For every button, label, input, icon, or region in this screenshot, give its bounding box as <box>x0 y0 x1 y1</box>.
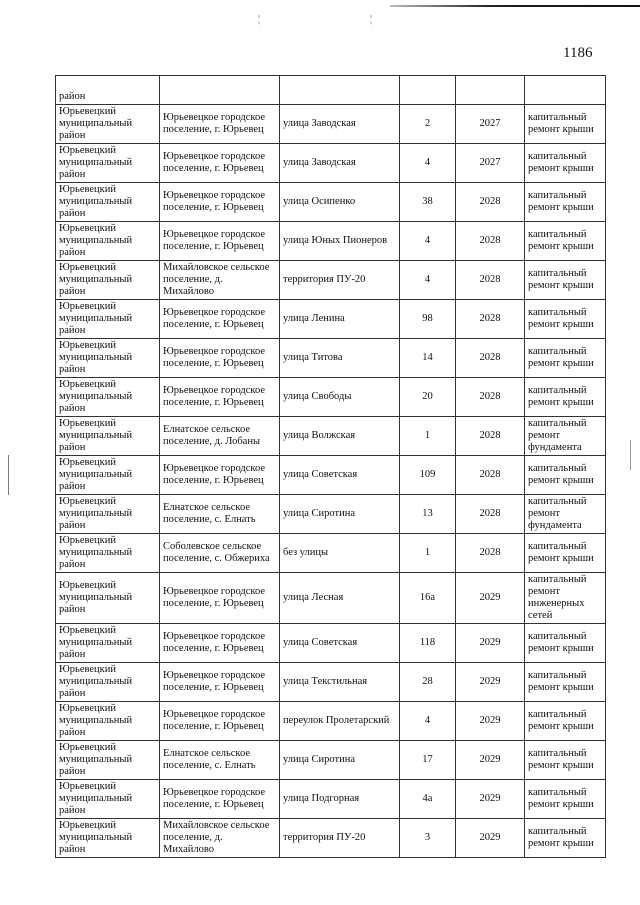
table-row <box>56 183 606 222</box>
cell-house-number: 38 <box>400 183 456 222</box>
cell-work-type: капитальный ремонт крыши <box>525 300 606 339</box>
cell-year: 2028 <box>456 183 525 222</box>
cell-settlement: Юрьевецкое городское поселение, г. Юрьевец <box>160 183 280 222</box>
cell-year: 2029 <box>456 819 525 858</box>
cell-street: без улицы <box>280 534 400 573</box>
cell-work-type: капитальный ремонт крыши <box>525 456 606 495</box>
cell-street: улица Сиротина <box>280 741 400 780</box>
cell-year: 2029 <box>456 741 525 780</box>
cell-house-number: 17 <box>400 741 456 780</box>
cell-district: Юрьевецкий муниципальный район <box>56 741 160 780</box>
cell-district: Юрьевецкий муниципальный район <box>56 183 160 222</box>
cell-year: 2028 <box>456 534 525 573</box>
cell-settlement: Елнатское сельское поселение, с. Елнать <box>160 741 280 780</box>
cell-year: 2028 <box>456 339 525 378</box>
cell-work-type: капитальный ремонт инженерных сетей <box>525 573 606 624</box>
cell-work-type: капитальный ремонт крыши <box>525 819 606 858</box>
cell-year: 2027 <box>456 105 525 144</box>
table-row <box>56 495 606 534</box>
cell-street: улица Сиротина <box>280 495 400 534</box>
cell-work-type: капитальный ремонт крыши <box>525 144 606 183</box>
cell-house-number: 14 <box>400 339 456 378</box>
cell-settlement: Соболевское сельское поселение, с. Обжериха <box>160 534 280 573</box>
cell-work-type: капитальный ремонт крыши <box>525 624 606 663</box>
cell-district: Юрьевецкий муниципальный район <box>56 105 160 144</box>
cell-district: Юрьевецкий муниципальный район <box>56 417 160 456</box>
table-row <box>56 222 606 261</box>
cell-year: 2027 <box>456 144 525 183</box>
cell-house-number: 109 <box>400 456 456 495</box>
cell-district: Юрьевецкий муниципальный район <box>56 144 160 183</box>
page-number: 1186 <box>563 45 593 61</box>
cell-street: улица Титова <box>280 339 400 378</box>
table-row <box>56 624 606 663</box>
cell-work-type: капитальный ремонт крыши <box>525 534 606 573</box>
cell-house-number: 4 <box>400 144 456 183</box>
cell-work-type: капитальный ремонт крыши <box>525 105 606 144</box>
cell-house-number: 1 <box>400 534 456 573</box>
cell-year: 2029 <box>456 624 525 663</box>
cell-empty <box>160 76 280 105</box>
cell-empty <box>525 76 606 105</box>
cell-year: 2028 <box>456 495 525 534</box>
cell-work-type: капитальный ремонт фундамента <box>525 495 606 534</box>
cell-work-type: капитальный ремонт крыши <box>525 741 606 780</box>
cell-settlement: Юрьевецкое городское поселение, г. Юрьевец <box>160 456 280 495</box>
table-row <box>56 819 606 858</box>
table-row <box>56 663 606 702</box>
cell-work-type: капитальный ремонт крыши <box>525 702 606 741</box>
scan-artifact-line <box>390 5 640 7</box>
cell-street: улица Советская <box>280 456 400 495</box>
cell-settlement: Юрьевецкое городское поселение, г. Юрьевец <box>160 222 280 261</box>
table-row <box>56 573 606 624</box>
table-row <box>56 144 606 183</box>
cell-district: Юрьевецкий муниципальный район <box>56 339 160 378</box>
cell-street: улица Ленина <box>280 300 400 339</box>
cell-district: Юрьевецкий муниципальный район <box>56 261 160 300</box>
cell-settlement: Юрьевецкое городское поселение, г. Юрьевец <box>160 624 280 663</box>
cell-house-number: 28 <box>400 663 456 702</box>
cell-empty <box>400 76 456 105</box>
cell-district: Юрьевецкий муниципальный район <box>56 534 160 573</box>
table-row <box>56 702 606 741</box>
cell-street: территория ПУ-20 <box>280 261 400 300</box>
table-row <box>56 300 606 339</box>
cell-street: улица Заводская <box>280 144 400 183</box>
cell-house-number: 4 <box>400 702 456 741</box>
cell-year: 2029 <box>456 702 525 741</box>
cell-work-type: капитальный ремонт крыши <box>525 780 606 819</box>
cell-settlement: Елнатское сельское поселение, с. Елнать <box>160 495 280 534</box>
cell-settlement: Михайловское сельское поселение, д. Михайлово <box>160 261 280 300</box>
cell-year: 2028 <box>456 378 525 417</box>
cell-street: улица Текстильная <box>280 663 400 702</box>
cell-street: переулок Пролетарский <box>280 702 400 741</box>
cell-year: 2028 <box>456 222 525 261</box>
cell-settlement: Юрьевецкое городское поселение, г. Юрьевец <box>160 573 280 624</box>
table-row <box>56 105 606 144</box>
cell-district: Юрьевецкий муниципальный район <box>56 819 160 858</box>
cell-district: Юрьевецкий муниципальный район <box>56 222 160 261</box>
cell-house-number: 118 <box>400 624 456 663</box>
cell-street: улица Осипенко <box>280 183 400 222</box>
cell-settlement: Юрьевецкое городское поселение, г. Юрьевец <box>160 105 280 144</box>
cell-street: улица Юных Пионеров <box>280 222 400 261</box>
cell-district: Юрьевецкий муниципальный район <box>56 456 160 495</box>
cell-district: Юрьевецкий муниципальный район <box>56 300 160 339</box>
table-row <box>56 741 606 780</box>
cell-settlement: Юрьевецкое городское поселение, г. Юрьевец <box>160 339 280 378</box>
cell-house-number: 20 <box>400 378 456 417</box>
cell-work-type: капитальный ремонт крыши <box>525 183 606 222</box>
cell-house-number: 13 <box>400 495 456 534</box>
cell-work-type: капитальный ремонт фундамента <box>525 417 606 456</box>
cell-settlement: Михайловское сельское поселение, д. Михайлово <box>160 819 280 858</box>
cell-year: 2028 <box>456 300 525 339</box>
cell-district: Юрьевецкий муниципальный район <box>56 378 160 417</box>
cell-work-type: капитальный ремонт крыши <box>525 339 606 378</box>
cell-settlement: Юрьевецкое городское поселение, г. Юрьевец <box>160 702 280 741</box>
cell-year: 2028 <box>456 261 525 300</box>
cell-settlement: Юрьевецкое городское поселение, г. Юрьевец <box>160 300 280 339</box>
cell-year: 2029 <box>456 663 525 702</box>
cell-house-number: 4 <box>400 261 456 300</box>
cell-district: район <box>56 76 160 105</box>
scan-artifact-mark <box>8 455 9 495</box>
cell-settlement: Юрьевецкое городское поселение, г. Юрьевец <box>160 780 280 819</box>
scan-artifact-mark: ¦ <box>258 14 261 25</box>
cell-work-type: капитальный ремонт крыши <box>525 378 606 417</box>
cell-district: Юрьевецкий муниципальный район <box>56 702 160 741</box>
table-row <box>56 261 606 300</box>
cell-street: улица Волжская <box>280 417 400 456</box>
table-row <box>56 339 606 378</box>
table-row <box>56 378 606 417</box>
cell-settlement: Юрьевецкое городское поселение, г. Юрьевец <box>160 378 280 417</box>
table-row <box>56 534 606 573</box>
cell-work-type: капитальный ремонт крыши <box>525 222 606 261</box>
cell-empty <box>280 76 400 105</box>
cell-district: Юрьевецкий муниципальный район <box>56 663 160 702</box>
cell-work-type: капитальный ремонт крыши <box>525 261 606 300</box>
scan-artifact-mark: ¦ <box>370 14 373 25</box>
table-row <box>56 417 606 456</box>
cell-district: Юрьевецкий муниципальный район <box>56 495 160 534</box>
cell-year: 2028 <box>456 417 525 456</box>
cell-street: улица Лесная <box>280 573 400 624</box>
cell-district: Юрьевецкий муниципальный район <box>56 780 160 819</box>
cell-house-number: 4 <box>400 222 456 261</box>
cell-settlement: Юрьевецкое городское поселение, г. Юрьевец <box>160 663 280 702</box>
scan-artifact-mark <box>630 440 631 470</box>
cell-house-number: 16а <box>400 573 456 624</box>
cell-settlement: Елнатское сельское поселение, д. Лобаны <box>160 417 280 456</box>
table-row <box>56 456 606 495</box>
cell-district: Юрьевецкий муниципальный район <box>56 573 160 624</box>
cell-year: 2028 <box>456 456 525 495</box>
cell-year: 2029 <box>456 573 525 624</box>
cell-street: территория ПУ-20 <box>280 819 400 858</box>
cell-street: улица Советская <box>280 624 400 663</box>
cell-house-number: 1 <box>400 417 456 456</box>
cell-house-number: 4а <box>400 780 456 819</box>
cell-district: Юрьевецкий муниципальный район <box>56 624 160 663</box>
cell-house-number: 3 <box>400 819 456 858</box>
cell-street: улица Подгорная <box>280 780 400 819</box>
cell-street: улица Заводская <box>280 105 400 144</box>
cell-settlement: Юрьевецкое городское поселение, г. Юрьевец <box>160 144 280 183</box>
table-row <box>56 780 606 819</box>
cell-street: улица Свободы <box>280 378 400 417</box>
cell-empty <box>456 76 525 105</box>
housing-repair-table <box>55 75 606 858</box>
table-row-continuation <box>56 76 606 105</box>
cell-work-type: капитальный ремонт крыши <box>525 663 606 702</box>
cell-year: 2029 <box>456 780 525 819</box>
cell-house-number: 98 <box>400 300 456 339</box>
cell-house-number: 2 <box>400 105 456 144</box>
